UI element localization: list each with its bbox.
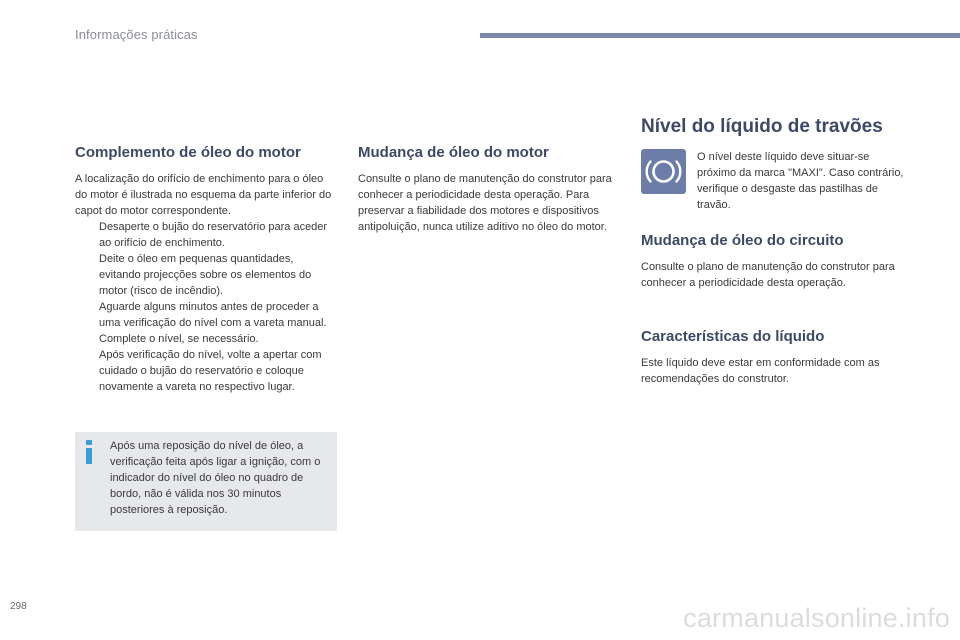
- list-item: Aguarde alguns minutos antes de proceder a uma verificação do nível com a vareta manual.: [99, 301, 327, 329]
- list-item: Complete o nível, se necessário.: [99, 333, 259, 345]
- oil-top-up-section: [75, 143, 337, 395]
- watermark: carmanualsonline.info: [683, 603, 950, 633]
- info-box-text: Após uma reposição do nível de óleo, a verificação feita após ligar a ignição, com o indicador do nível do óleo no quadro de bordo, não é válida nos 30 minutos posteriores à reposição.: [110, 440, 321, 516]
- page-number: 298: [10, 601, 27, 612]
- oil-top-up-intro: A localização do orifício de enchimento para o óleo do motor é ilustrada no esquema da parte inferior do capot do motor correspondente.: [75, 173, 332, 217]
- oil-change-title: Mudança de óleo do motor: [358, 144, 549, 161]
- header-bar: [480, 33, 960, 38]
- oil-top-up-title: Complemento de óleo do motor: [75, 144, 301, 161]
- circuit-change-text: Consulte o plano de manutenção do construtor para conhecer a periodicidade desta operação.: [641, 261, 895, 289]
- list-item: Após verificação do nível, volte a apertar com cuidado o bujão do reservatório e coloque novamente a vareta no respectivo lugar.: [99, 349, 322, 393]
- brake-fluid-level-text: O nível deste líquido deve situar-se próximo da marca "MAXI". Caso contrário, verifique o desgaste das pastilhas de travão.: [697, 151, 904, 211]
- oil-top-up-steps: [75, 219, 337, 395]
- list-item: Desaperte o bujão do reservatório para aceder ao orifício de enchimento.: [99, 221, 328, 249]
- list-item: Deite o óleo em pequenas quantidades, evitando projecções sobre os elementos do motor (risco de incêndio).: [99, 253, 312, 297]
- section-label: Informações práticas: [75, 27, 198, 42]
- fluid-specs-text: Este líquido deve estar em conformidade com as recomendações do construtor.: [641, 357, 880, 385]
- brake-fluid-section: [641, 115, 903, 387]
- brake-fluid-title: Nível do líquido de travões: [641, 116, 883, 137]
- oil-change-section: [358, 143, 620, 235]
- brake-fluid-level-row: [641, 149, 903, 221]
- brake-warning-icon: [641, 149, 686, 194]
- fluid-specs-title: Características do líquido: [641, 328, 825, 345]
- info-icon: [85, 440, 93, 466]
- info-box: [75, 432, 337, 531]
- oil-change-text: Consulte o plano de manutenção do construtor para conhecer a periodicidade desta operação. Para preservar a fiabilidade dos motores e dispositivos antipoluição, nunca utilize aditivo no óleo do motor.: [358, 173, 612, 233]
- circuit-change-title: Mudança de óleo do circuito: [641, 232, 844, 249]
